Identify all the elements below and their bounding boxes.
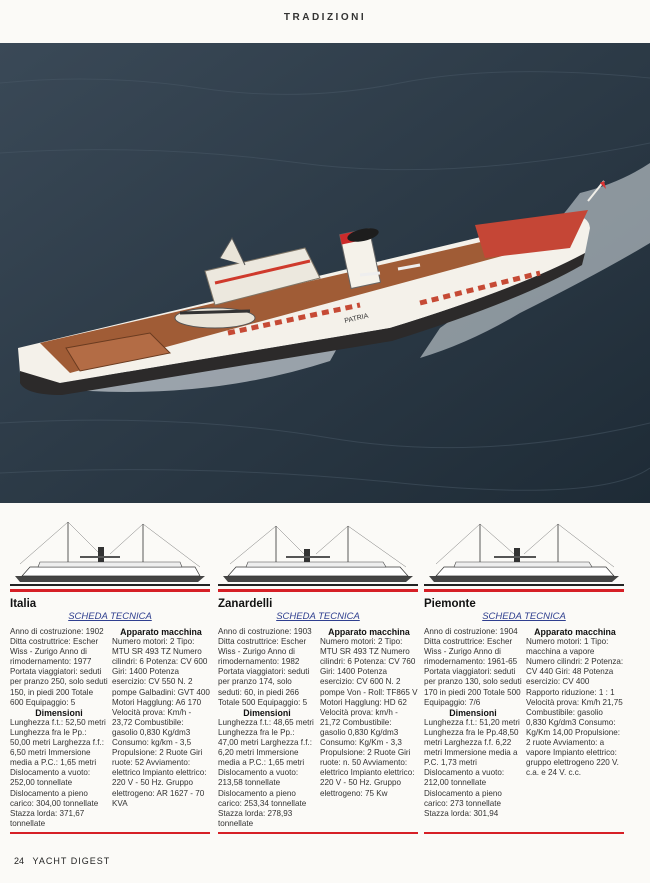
scheda-tecnica-label: SCHEDA TECNICA [482,611,566,622]
page-number: 24 [14,856,25,866]
apparato-heading: Apparato macchina [328,627,410,637]
ship-column-piemonte [424,512,624,819]
ship-drawing [218,512,418,586]
bottom-red-rule [10,832,210,834]
ship-name: Zanardelli [218,598,273,610]
machinery-specs: Numero motori: 2 Tipo: MTU SR 493 TZ Numero cilindri: 6 Potenza: CV 760 Giri: 1400 Potenza esercizio: CV 600 N. 2 pompe Von - Roll: TF865 V Motori Hagglung: HD 62 Velocità prova: km/h - 21,72 Combustibile: gasolio 0,830 Kg/dm3 Consumo: Kg/Km - 3,3 Propulsione: 2 Ruote Giri ruote: n. 50 Avviamento: elettrico Impianto elettrico: 220 V - 50 Hz. Gruppo elettrogeno: 75 Kw [320,637,418,798]
ship-name: Italia [10,598,37,610]
spec-body [10,627,210,829]
red-divider [10,589,210,592]
red-divider [218,589,418,592]
dimension-specs: Lunghezza f.t.: 51,20 metri Lunghezza fra le Pp.48,50 metri Larghezza f.f. 6,22 metri Immersione media a P.C. 1,73 metri Dislocamento a vuoto: 212,00 tonnellate Dislocamento a pieno carico: 273 tonnellate Stazza lorda: 301,94 [424,717,520,818]
general-specs: Anno di costruzione: 1904 Ditta costruttrice: Escher Wiss - Zurigo Anno di rimodernamento: 1961-65 Portata viaggiatori: seduti per pranzo 130, solo seduti 170 in piedi 200 Totale 500 Equipaggio: 7/6 [424,627,522,707]
page-footer [14,856,110,866]
spec-body [218,627,418,829]
bottom-red-rule [218,832,418,834]
ship-name: Piemonte [424,598,476,610]
dimensioni-heading: Dimensioni [243,707,291,718]
scheda-tecnica-label: SCHEDA TECNICA [276,611,360,622]
dimensioni-heading: Dimensioni [35,707,83,718]
spec-body [424,627,624,819]
machinery-specs: Numero motori: 1 Tipo: macchina a vapore Numero cilindri: 2 Potenza: CV 440 Giri: 48 Potenza esercizio: CV 400 Rapporto riduzione: 1 : 1 Velocità prova: Km/h 21,75 Combustibile: gasolio 0,830 Kg/dm3 Consumo: Kg/Km 14,00 Propulsione: 2 ruote Avviamento: a vapore Impianto elettrico: gruppo elettrogeno 220 V. c.a. e 24 V. c.c. [526,637,624,778]
ship-drawing [10,512,210,586]
general-specs: Anno di costruzione: 1902 Ditta costruttrice: Escher Wiss - Zurigo Anno di rimodernamento: 1977 Portata viaggiatori: seduti per pranzo 250, solo seduti 150, in piedi 200 Totale 600 Equipaggio: 5 [10,627,108,707]
dimension-specs: Lunghezza f.t.: 52,50 metri Lunghezza fra le Pp.: 50,00 metri Larghezza f.f.: 6,50 metri Immersione media a P.C.: 1,65 metri Dislocamento a vuoto: 252,00 tonnellate Dislocamento a pieno carico: 304,00 tonnellate Stazza lorda: 371,67 tonnellate [10,717,106,828]
dimension-specs: Lunghezza f.t.: 48,65 metri Lunghezza fra le Pp.: 47,00 metri Larghezza f.f.: 6,20 metri Immersione media a P.C.: 1,65 metri Dislocamento a vuoto: 213,58 tonnellate Dislocamento a pieno carico: 253,34 tonnellate Stazza lorda: 278,93 tonnellate [218,717,314,828]
red-divider [424,589,624,592]
dimensioni-heading: Dimensioni [449,707,497,718]
scheda-tecnica-label: SCHEDA TECNICA [68,611,152,622]
hull-lettering: PATRIA [343,312,370,325]
ship-column-zanardelli [218,512,418,829]
machinery-specs: Numero motori: 2 Tipo: MTU SR 493 TZ Numero cilindri: 6 Potenza: CV 600 Giri: 1400 Potenza esercizio: CV 550 N. 2 pompe Galbadini: GVT 400 Motori Hagglung: A6 170 Velocità prova: Km/h - 23,72 Combustibile: gasolio 0,830 Kg/dm3 Consumo: kg/km - 3,5 Propulsione: 2 Ruote Giri ruote: 52 Avviamento: elettrico Impianto elettrico: 220 V - 50 Hz. Gruppo elettrogeno: AR 1627 - 70 KVA [112,637,210,808]
ship-column-italia [10,512,210,829]
ship-drawing [424,512,624,586]
apparato-heading: Apparato macchina [534,627,616,637]
apparato-heading: Apparato macchina [120,627,202,637]
paddle-steamer-photo [0,43,650,503]
magazine-name: YACHT DIGEST [32,856,111,866]
section-title: TRADIZIONI [283,12,367,23]
general-specs: Anno di costruzione: 1903 Ditta costruttrice: Escher Wiss - Zurigo Anno di rimodernamento: 1982 Portata viaggiatori: seduti per pranzo 174, solo seduti: 60, in piedi 266 Totale 500 Equipaggio: 5 [218,627,312,707]
bottom-red-rule [424,832,624,834]
